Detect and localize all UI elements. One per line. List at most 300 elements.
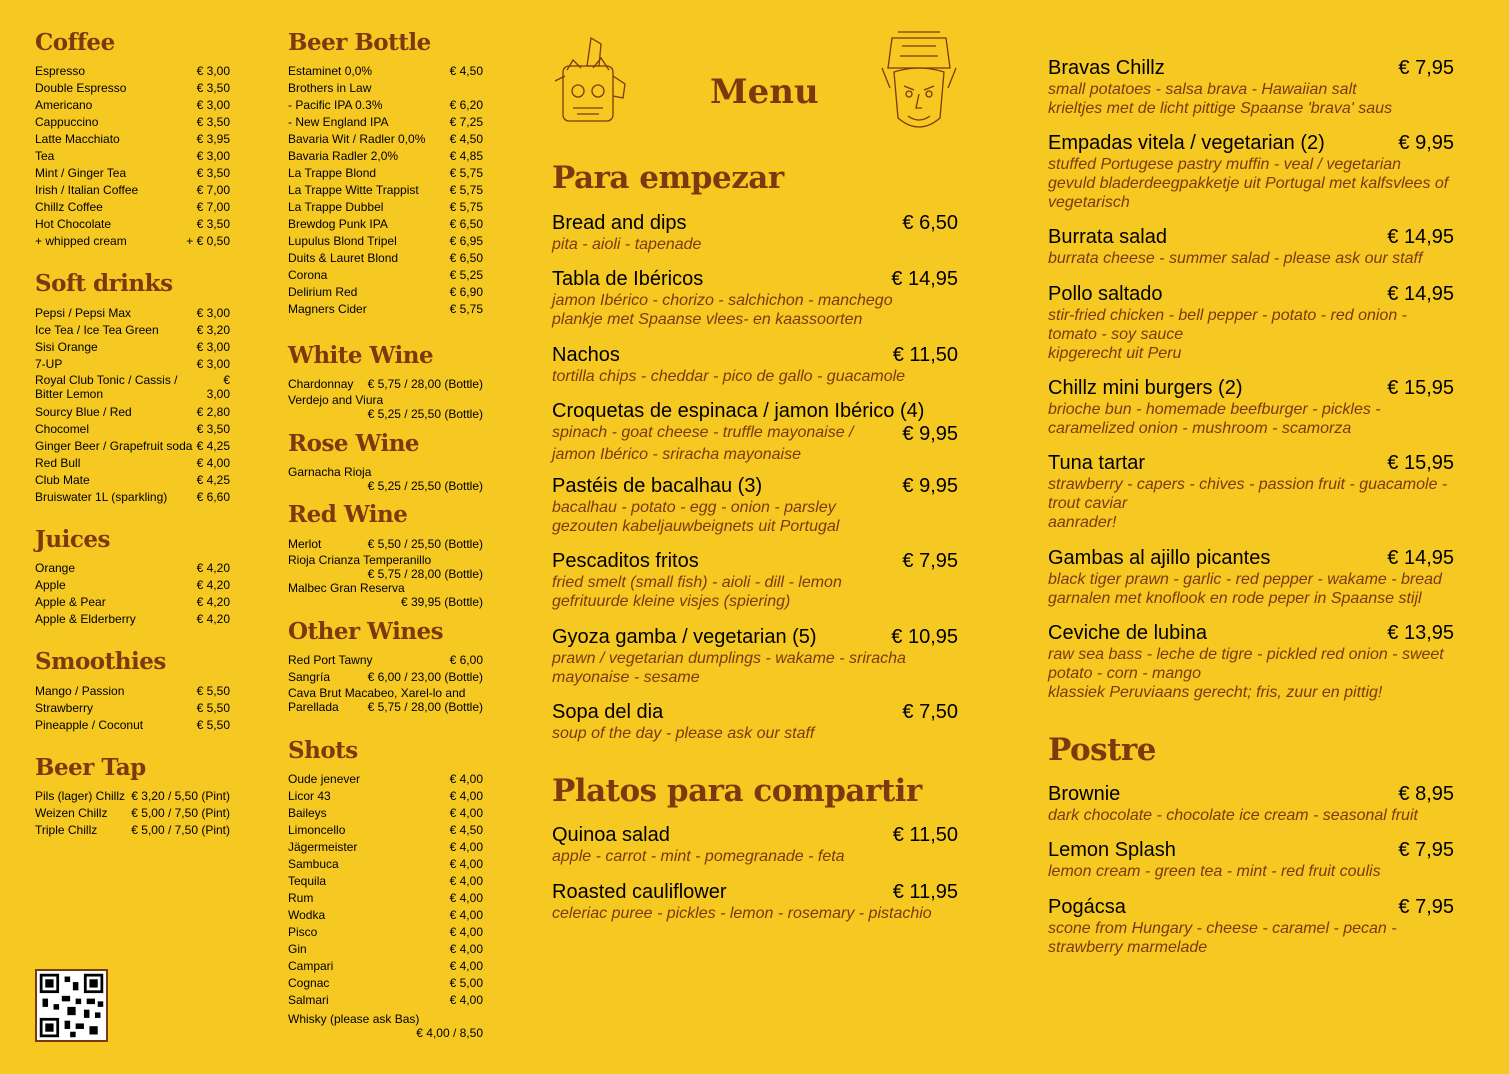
dish-name: Sopa del dia: [552, 701, 664, 723]
item-name: Campari: [288, 959, 334, 973]
dish-description-line: [1048, 99, 1454, 118]
item-name: Duits & Lauret Blond: [288, 251, 399, 265]
item-name: Espresso: [35, 64, 86, 78]
item-price: € 5,75: [449, 183, 483, 197]
dish-item: [552, 880, 958, 923]
list-item: [288, 267, 483, 284]
list-item: [288, 890, 483, 907]
list-other-wines: [288, 652, 483, 714]
item-name: Apple: [35, 578, 66, 592]
item-name: + whipped cream: [35, 234, 127, 248]
item-price: € 4,25: [196, 439, 230, 453]
dish-header: [552, 700, 958, 724]
dish-name: Tabla de Ibéricos: [552, 268, 704, 290]
section-title-beer-bottle: Beer Bottle: [288, 29, 431, 56]
list-item: [35, 805, 230, 822]
section-title-postre: Postre: [1048, 732, 1156, 768]
section-title-white-wine: White Wine: [288, 342, 434, 369]
dish-description-line: [552, 517, 958, 536]
dish-item: [552, 399, 958, 464]
list-item: [288, 805, 483, 822]
dish-name: Bread and dips: [552, 212, 687, 234]
item-name: Hot Chocolate: [35, 217, 112, 231]
item-price: € 4,00: [449, 959, 483, 973]
item-name: 7-UP: [35, 357, 63, 371]
list-item: [288, 992, 483, 1009]
dish-description-row: [552, 423, 958, 445]
item-price: € 4,00: [449, 891, 483, 905]
list-item: [288, 165, 483, 182]
item-name: Garnacha Rioja: [288, 465, 372, 479]
dish-header: [552, 267, 958, 291]
list-item: [35, 322, 230, 339]
list-item: [35, 455, 230, 472]
item-price: € 4,50: [449, 823, 483, 837]
item-name: Mint / Ginger Tea: [35, 166, 127, 180]
list-item: [35, 97, 230, 114]
item-name: Rioja Crianza Temperanillo: [288, 553, 432, 567]
item-price: € 5,25 / 25,50 (Bottle): [367, 407, 483, 421]
dish-description: strawberry marmelade: [1048, 939, 1208, 956]
item-price: € 5,75 / 28,00 (Bottle): [367, 377, 483, 391]
dish-description-line: [1048, 862, 1454, 881]
dish-description: mayonaise - sesame: [552, 669, 700, 686]
item-name: Chardonnay: [288, 377, 354, 391]
item-price: € 5,50: [196, 684, 230, 698]
dish-description-line: [1048, 155, 1454, 174]
item-price: € 3,00: [196, 340, 230, 354]
list-item: [288, 839, 483, 856]
item-name: Chocomel: [35, 422, 90, 436]
section-title-shots: Shots: [288, 737, 358, 764]
dish-price: € 11,95: [892, 881, 958, 903]
dish-description: gefrituurde kleine visjes (spiering): [552, 593, 791, 610]
dish-description: apple - carrot - mint - pomegranade - feta: [552, 848, 845, 865]
section-title-para-empezar: Para empezar: [552, 160, 784, 196]
dish-description-line: [1048, 513, 1454, 532]
item-price: € 4,00: [449, 840, 483, 854]
dish-description-line: [552, 498, 958, 517]
dish-description: gevuld bladerdeegpakketje uit Portugal met kalfsvlees of: [1048, 175, 1449, 192]
dish-header: [552, 823, 958, 847]
dish-item: [552, 625, 958, 687]
item-price: € 5,75: [449, 200, 483, 214]
dish-header: [552, 625, 958, 649]
dish-header: [1048, 376, 1454, 400]
dish-name: Pollo saltado: [1048, 283, 1163, 305]
dish-description: aanrader!: [1048, 514, 1117, 531]
dish-description: bacalhau - potato - egg - onion - parsley: [552, 499, 836, 516]
dish-item: [1048, 225, 1454, 268]
item-name: La Trappe Dubbel: [288, 200, 384, 214]
dish-header: [552, 474, 958, 498]
item-name: - Pacific IPA 0.3%: [288, 98, 383, 112]
dish-name: Quinoa salad: [552, 824, 670, 846]
menu-title: Menu: [710, 72, 819, 112]
dish-price: € 14,95: [1387, 547, 1454, 569]
dish-description-line: [1048, 325, 1454, 344]
list-item: [288, 536, 483, 553]
item-name: Mango / Passion: [35, 684, 125, 698]
item-name: Malbec Gran Reserva: [288, 581, 405, 595]
dish-description-line: [1048, 589, 1454, 608]
list-item: [35, 472, 230, 489]
list-item: [288, 856, 483, 873]
dish-description-line: [1048, 174, 1454, 193]
list-item: [288, 80, 483, 97]
item-name: Red Port Tawny: [288, 653, 373, 667]
item-price: € 5,25 / 25,50 (Bottle): [367, 479, 483, 493]
list-item: [35, 822, 230, 839]
item-name: Triple Chillz: [35, 823, 98, 837]
dish-item: [1048, 546, 1454, 608]
list-item: [288, 771, 483, 788]
item-name: Sisi Orange: [35, 340, 98, 354]
item-price: € 6,95: [449, 234, 483, 248]
dish-description-line: [552, 291, 958, 310]
item-name: Club Mate: [35, 473, 90, 487]
item-name: Brothers in Law: [288, 81, 372, 95]
dish-price: € 15,95: [1387, 452, 1454, 474]
dish-description: celeriac puree - pickles - lemon - rosemary - pistachio: [552, 905, 932, 922]
item-name: Rum: [288, 891, 314, 905]
list-item: [35, 594, 230, 611]
list-item: [288, 669, 483, 686]
list-item: [288, 131, 483, 148]
item-name: Ginger Beer / Grapefruit soda: [35, 439, 193, 453]
item-price: € 3,00: [196, 98, 230, 112]
dish-description: dark chocolate - chocolate ice cream - seasonal fruit: [1048, 807, 1418, 824]
dish-price: € 14,95: [891, 268, 958, 290]
dish-description: stir-fried chicken - bell pepper - potato - red onion -: [1048, 307, 1407, 324]
dish-item: [552, 700, 958, 743]
item-price: € 7,25: [449, 115, 483, 129]
dish-price: € 10,95: [891, 626, 958, 648]
list-item: [35, 63, 230, 80]
dish-description: brioche bun - homemade beefburger - pickles -: [1048, 401, 1381, 418]
item-price: € 4,00: [196, 456, 230, 470]
dish-description: gezouten kabeljauwbeignets uit Portugal: [552, 518, 840, 535]
list-item: [288, 182, 483, 199]
item-name: Wodka: [288, 908, 326, 922]
item-name: - New England IPA: [288, 115, 389, 129]
dish-description: burrata cheese - summer salad - please ask our staff: [1048, 250, 1423, 267]
item-price: € 4,85: [449, 149, 483, 163]
item-name: Tequila: [288, 874, 327, 888]
dish-description: jamon Ibérico - chorizo - salchichon - manchego: [552, 292, 893, 309]
item-name: Baileys: [288, 806, 327, 820]
dish-item: [1048, 376, 1454, 438]
dish-description-line: [1048, 80, 1454, 99]
list-whisky: [288, 1012, 483, 1040]
list-item: [35, 683, 230, 700]
item-price: € 5,75: [449, 302, 483, 316]
list-item: [35, 165, 230, 182]
dish-description-line: [1048, 645, 1454, 664]
item-price: € 5,50: [196, 701, 230, 715]
item-name: Cognac: [288, 976, 330, 990]
dish-price: € 11,50: [892, 344, 958, 366]
list-item: [288, 233, 483, 250]
dish-name: Pastéis de bacalhau (3): [552, 475, 763, 497]
dish-name: Brownie: [1048, 783, 1121, 805]
list-item: [288, 975, 483, 992]
list-item: [35, 305, 230, 322]
list-coffee: [35, 63, 230, 250]
item-price: € 6,90: [449, 285, 483, 299]
item-name: Merlot: [288, 537, 322, 551]
list-item: [288, 114, 483, 131]
list-beer-bottle: [288, 63, 483, 318]
list-item: [35, 438, 230, 455]
item-price: € 4,25: [196, 473, 230, 487]
dish-description-line: [1048, 475, 1454, 494]
list-item: [35, 421, 230, 438]
item-name: Latte Macchiato: [35, 132, 120, 146]
item-price: € 5,00: [449, 976, 483, 990]
dish-price: € 9,95: [902, 475, 958, 497]
dish-header: [1048, 838, 1454, 862]
item-price: € 3,95: [196, 132, 230, 146]
list-item: [35, 700, 230, 717]
dish-name: Gambas al ajillo picantes: [1048, 547, 1271, 569]
item-name: Royal Club Tonic / Cassis / Bitter Lemon: [35, 373, 178, 401]
item-price: + € 0,50: [186, 234, 230, 248]
dish-description: pita - aioli - tapenade: [552, 236, 702, 253]
item-name: Lupulus Blond Tripel: [288, 234, 397, 248]
list-item: [288, 700, 483, 714]
dish-name: Empadas vitela / vegetarian (2): [1048, 132, 1325, 154]
dish-description-line: [1048, 344, 1454, 363]
dish-item: [552, 267, 958, 329]
list-item: [288, 63, 483, 80]
dish-name: Ceviche de lubina: [1048, 622, 1207, 644]
item-name: Licor 43: [288, 789, 331, 803]
dish-header: [1048, 131, 1454, 155]
dish-name: Croquetas de espinaca / jamon Ibérico (4): [552, 400, 925, 422]
item-price: € 5,50: [196, 718, 230, 732]
dish-description-line: [552, 445, 958, 464]
dish-description: fried smelt (small fish) - aioli - dill - lemon: [552, 574, 842, 591]
dish-description: prawn / vegetarian dumplings - wakame - sriracha: [552, 650, 906, 667]
list-item: [288, 788, 483, 805]
item-name: Pepsi / Pepsi Max: [35, 306, 132, 320]
section-title-coffee: Coffee: [35, 29, 115, 56]
dish-description-line: [552, 847, 958, 866]
item-price: € 5,00 / 7,50 (Pint): [131, 823, 230, 837]
list-beer-tap: [35, 788, 230, 839]
item-price: € 3,00: [196, 357, 230, 371]
item-price: € 4,20: [196, 561, 230, 575]
item-name: Oude jenever: [288, 772, 361, 786]
item-price: € 3,00: [206, 373, 230, 401]
item-name: Americano: [35, 98, 93, 112]
item-name: La Trappe Witte Trappist: [288, 183, 419, 197]
dish-description-line: [1048, 683, 1454, 702]
section-title-beer-tap: Beer Tap: [35, 754, 146, 781]
dish-name: Gyoza gamba / vegetarian (5): [552, 626, 817, 648]
list-item: [35, 233, 230, 250]
qr-code-icon: [35, 969, 108, 1042]
dish-description-line: [552, 367, 958, 386]
dish-price: € 7,95: [1398, 896, 1454, 918]
item-name: Apple & Pear: [35, 595, 106, 609]
list-item: [35, 611, 230, 628]
dish-price: € 15,95: [1387, 377, 1454, 399]
item-name: Pineapple / Coconut: [35, 718, 144, 732]
list-item: [35, 131, 230, 148]
dish-name: Bravas Chillz: [1048, 57, 1165, 79]
item-name: Corona: [288, 268, 328, 282]
item-price: € 3,00: [196, 64, 230, 78]
item-price: € 6,50: [449, 251, 483, 265]
dish-description: krieltjes met de licht pittige Spaanse 'brava' saus: [1048, 100, 1393, 117]
item-price: € 4,20: [196, 595, 230, 609]
list-item: [35, 404, 230, 421]
item-price: € 5,00 / 7,50 (Pint): [131, 806, 230, 820]
item-price: € 6,00: [449, 653, 483, 667]
section-title-soft-drinks: Soft drinks: [35, 270, 173, 297]
dish-price: € 7,95: [1398, 57, 1454, 79]
list-item: [35, 356, 230, 373]
dish-description-line: [552, 649, 958, 668]
list-item: [288, 301, 483, 318]
list-item: [288, 941, 483, 958]
dish-price: € 7,95: [1398, 839, 1454, 861]
dish-price: € 14,95: [1387, 226, 1454, 248]
item-price: € 3,50: [196, 166, 230, 180]
dish-description-line: [1048, 664, 1454, 683]
item-price: € 4,20: [196, 578, 230, 592]
list-item: [288, 199, 483, 216]
dish-item: [1048, 621, 1454, 702]
item-price: € 3,20 / 5,50 (Pint): [131, 789, 230, 803]
dish-name: Nachos: [552, 344, 620, 366]
dish-description-line: [1048, 193, 1454, 212]
dish-description-line: [552, 310, 958, 329]
dish-description-line: [1048, 249, 1454, 268]
list-white-wine: [288, 376, 483, 421]
list-item: [35, 489, 230, 506]
list-item: [288, 924, 483, 941]
dish-name: Chillz mini burgers (2): [1048, 377, 1243, 399]
item-price: € 3,50: [196, 115, 230, 129]
section-title-other-wines: Other Wines: [288, 618, 444, 645]
dish-description: caramelized onion - mushroom - scamorza: [1048, 420, 1352, 437]
dish-price: € 7,95: [902, 550, 958, 572]
dish-header: [552, 880, 958, 904]
item-name: Bavaria Wit / Radler 0,0%: [288, 132, 426, 146]
dish-name: Pogácsa: [1048, 896, 1126, 918]
dish-price: € 14,95: [1387, 283, 1454, 305]
dish-description: small potatoes - salsa brava - Hawaiian salt: [1048, 81, 1357, 98]
dish-name: Roasted cauliflower: [552, 881, 727, 903]
list-item: [288, 376, 483, 393]
item-name: Delirium Red: [288, 285, 358, 299]
dish-description-line: [552, 724, 958, 743]
item-price: € 39,95 (Bottle): [400, 595, 483, 609]
item-price: € 4,00: [449, 806, 483, 820]
item-name: Chillz Coffee: [35, 200, 103, 214]
list-item: [288, 216, 483, 233]
dish-description: lemon cream - green tea - mint - red fruit coulis: [1048, 863, 1381, 880]
item-price: € 4,50: [449, 64, 483, 78]
list-item: [288, 958, 483, 975]
dish-price: € 9,95: [1398, 132, 1454, 154]
item-name: Strawberry: [35, 701, 94, 715]
item-name: Double Espresso: [35, 81, 127, 95]
dish-name: Lemon Splash: [1048, 839, 1176, 861]
item-name: Red Bull: [35, 456, 81, 470]
dish-name: Pescaditos fritos: [552, 550, 699, 572]
list-item: [35, 182, 230, 199]
list-item: [35, 788, 230, 805]
dish-price: € 13,95: [1387, 622, 1454, 644]
dish-description-line: [552, 592, 958, 611]
item-price: € 5,75 / 28,00 (Bottle): [367, 700, 483, 714]
item-price: € 4,00: [449, 925, 483, 939]
dish-description: potato - corn - mango: [1048, 665, 1201, 682]
item-name: Cava Brut Macabeo, Xarel-lo and: [288, 686, 466, 700]
dish-price: € 9,95: [902, 423, 958, 445]
dish-item: [1048, 282, 1454, 363]
dish-description-line: [1048, 806, 1454, 825]
dish-header: [1048, 546, 1454, 570]
list-item: [288, 250, 483, 267]
list-shots: [288, 771, 483, 1009]
item-price: € 4,00: [449, 789, 483, 803]
list-item: [288, 97, 483, 114]
dish-item: [552, 823, 958, 866]
section-title-smoothies: Smoothies: [35, 648, 166, 675]
dish-header: [1048, 782, 1454, 806]
item-name: Brewdog Punk IPA: [288, 217, 388, 231]
list-item: [35, 560, 230, 577]
item-price: € 5,25: [449, 268, 483, 282]
item-price: € 7,00: [196, 183, 230, 197]
dish-header: [552, 399, 958, 423]
item-name: Whisky (please ask Bas): [288, 1012, 420, 1026]
dish-header: [1048, 282, 1454, 306]
item-price: € 5,50 / 25,50 (Bottle): [367, 537, 483, 551]
item-price: € 4,00: [449, 772, 483, 786]
dish-header: [1048, 225, 1454, 249]
item-price: € 3,50: [196, 81, 230, 95]
item-name: Tea: [35, 149, 55, 163]
dish-item: [1048, 838, 1454, 881]
item-name: Weizen Chillz: [35, 806, 108, 820]
item-price: € 4,00: [449, 942, 483, 956]
dish-description: stuffed Portugese pastry muffin - veal / vegetarian: [1048, 156, 1402, 173]
list-soft-drinks: [35, 305, 230, 506]
list-item: [288, 652, 483, 669]
dish-description-line: [1048, 400, 1454, 419]
dish-description-line: [552, 235, 958, 254]
item-name: Sangría: [288, 670, 331, 684]
dish-description: trout caviar: [1048, 495, 1128, 512]
item-name: Verdejo and Viura: [288, 393, 384, 407]
dish-item: [1048, 782, 1454, 825]
dish-price: € 11,50: [892, 824, 958, 846]
item-price: € 3,00: [196, 306, 230, 320]
item-name: Pisco: [288, 925, 318, 939]
item-price: € 7,00: [196, 200, 230, 214]
section-title-platos-para-compartir: Platos para compartir: [552, 773, 922, 809]
item-name: Irish / Italian Coffee: [35, 183, 139, 197]
item-price: € 6,00 / 23,00 (Bottle): [367, 670, 483, 684]
dish-description: strawberry - capers - chives - passion fruit - guacamole -: [1048, 476, 1448, 493]
item-price: € 3,00: [196, 149, 230, 163]
